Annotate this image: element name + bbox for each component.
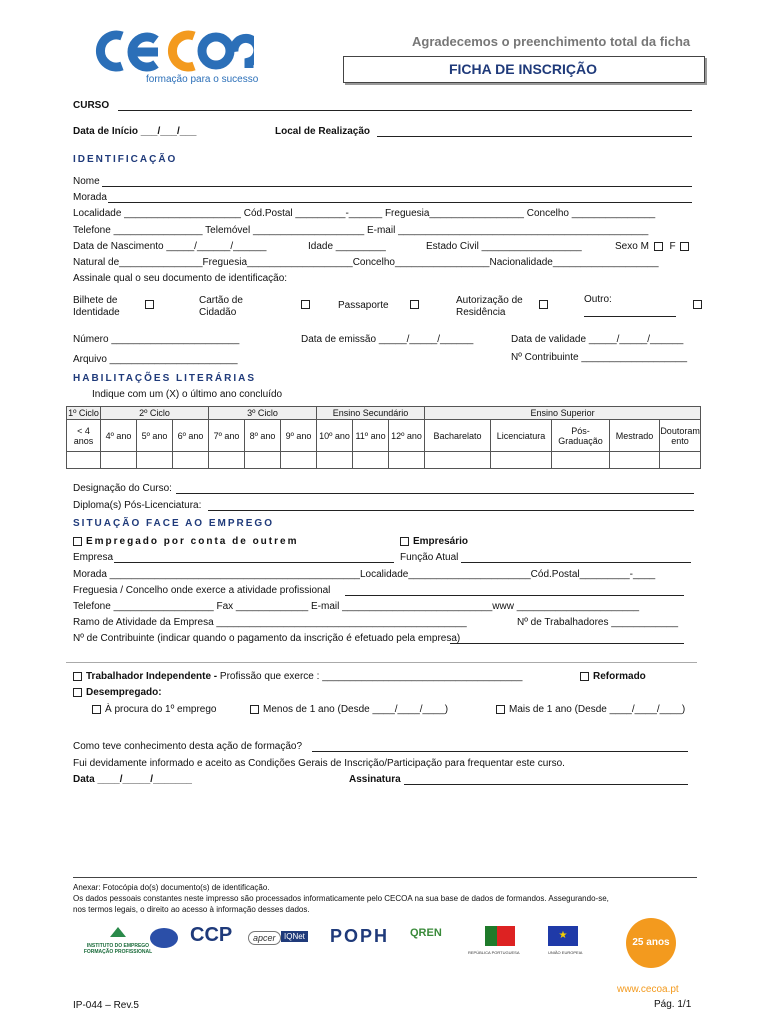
independente-label: Trabalhador Independente - [86, 671, 218, 682]
group-superior: Ensino Superior [425, 407, 701, 420]
doc-bi-checkbox[interactable] [145, 300, 154, 309]
answer-cell[interactable] [353, 452, 389, 469]
nome-field[interactable] [102, 186, 692, 187]
answer-cell[interactable] [67, 452, 101, 469]
portugal-flag-icon [485, 926, 515, 946]
procura-label: À procura do 1º emprego [105, 704, 217, 715]
emprego-box-divider [66, 662, 697, 663]
documento-prompt: Assinale qual o seu documento de identificação: [73, 273, 288, 284]
doc-bi-label: Bilhete de Identidade [73, 295, 120, 318]
doc-cc-label: Cartão de Cidadão [199, 295, 243, 318]
form-title: FICHA DE INSCRIÇÃO [448, 61, 598, 77]
col-doutoramento: Doutoramento [660, 420, 701, 452]
sexo-f-checkbox[interactable] [680, 242, 689, 251]
menos-1-ano-checkbox[interactable] [250, 705, 259, 714]
answer-cell[interactable] [552, 452, 610, 469]
sexo-m-checkbox[interactable] [654, 242, 663, 251]
desempregado-label: Desempregado: [86, 687, 162, 698]
conta-outrem-label: Empregado por conta de outrem [86, 536, 299, 547]
empresario-option[interactable] [400, 536, 468, 547]
col-8-ano: 8º ano [245, 420, 281, 452]
answer-cell[interactable] [610, 452, 660, 469]
25-anos-text: 25 anos [632, 937, 670, 948]
habilitacoes-instruction: Indique com um (X) o último ano concluído [92, 389, 283, 400]
empresa-label: Empresa [73, 552, 114, 563]
iefp-logo [82, 925, 154, 955]
sexo-field [615, 241, 693, 252]
col-bacharelato: Bacharelato [425, 420, 491, 452]
page-number: Pág. 1/1 [654, 999, 692, 1010]
dados-note-1: Os dados pessoais constantes neste impresso são processados informaticamente pelo CECOA na sua base de dados de formandos. Assegurando-se, [73, 894, 609, 903]
conhecimento-label: Como teve conhecimento desta ação de formação? [73, 741, 303, 752]
col-6-ano: 6º ano [173, 420, 209, 452]
nome-label: Nome [73, 176, 100, 187]
col-10-ano: 10º ano [317, 420, 353, 452]
desempregado-option[interactable] [73, 687, 162, 698]
eu-flag-icon: ★ [548, 926, 578, 946]
profissao-field[interactable]: Profissão que exerce : ____________________________________ [219, 671, 523, 682]
assinatura-field[interactable] [404, 784, 688, 785]
apcer-logo: apcer [248, 931, 281, 945]
poph-logo: POPH [330, 926, 390, 946]
doc-passaporte-checkbox[interactable] [410, 300, 419, 309]
funcao-field[interactable] [461, 562, 691, 563]
doc-outro-checkbox[interactable] [693, 300, 702, 309]
answer-cell[interactable] [389, 452, 425, 469]
col-menos-4: < 4 anos [67, 420, 101, 452]
iqnet-logo: IQNet [281, 931, 308, 942]
designacao-label: Designação do Curso: [73, 483, 172, 494]
republica-emblem-icon [150, 928, 178, 948]
doc-cc-checkbox[interactable] [301, 300, 310, 309]
freguesia-field[interactable] [345, 595, 684, 596]
menos-1-ano-option[interactable] [250, 704, 448, 715]
footer-divider [73, 877, 697, 878]
empresario-label: Empresário [413, 536, 469, 547]
col-mestrado: Mestrado [610, 420, 660, 452]
emp-telefone-row[interactable]: Telefone __________________ Fax _____________ E-mail ___________________________www ______________________ [73, 601, 640, 612]
morada-field[interactable] [108, 202, 692, 203]
estado-civil-field[interactable]: Estado Civil __________________ [426, 241, 582, 252]
reformado-label: Reformado [593, 671, 646, 682]
uniao-europeia-text: UNIÃO EUROPEIA [548, 950, 583, 955]
habilitacoes-answer-row [67, 452, 701, 469]
col-11-ano: 11º ano [353, 420, 389, 452]
conta-outrem-option[interactable] [73, 536, 298, 547]
answer-cell[interactable] [209, 452, 245, 469]
habilitacoes-heading: HABILITAÇÕES LITERÁRIAS [73, 373, 257, 384]
empresario-checkbox[interactable] [400, 537, 409, 546]
doc-outro-field[interactable] [584, 316, 676, 317]
col-7-ano: 7º ano [209, 420, 245, 452]
sexo-f-label: F [669, 241, 676, 252]
emissao-field[interactable]: Data de emissão _____/_____/______ [301, 334, 474, 345]
qren-logo: QREN [410, 927, 442, 939]
assinatura-label: Assinatura [349, 774, 401, 785]
natural-row[interactable]: Natural de_______________Freguesia___________________Concelho_________________Nacionalidade___________________ [73, 257, 659, 268]
iefp-text: INSTITUTO DO EMPREGO FORMAÇÃO PROFISSIONAL [83, 943, 153, 955]
answer-cell[interactable] [491, 452, 552, 469]
doc-passaporte-label: Passaporte [338, 300, 389, 311]
mais-1-ano-checkbox[interactable] [496, 705, 505, 714]
nascimento-field[interactable]: Data de Nascimento _____/______/______ [73, 241, 267, 252]
conta-outrem-checkbox[interactable] [73, 537, 82, 546]
answer-cell[interactable] [173, 452, 209, 469]
iefp-icon [108, 925, 128, 941]
numero-field[interactable]: Número _______________________ [73, 334, 240, 345]
anexar-note: Anexar: Fotocópia do(s) documento(s) de identificação. [73, 883, 270, 892]
telefone-row[interactable]: Telefone ________________ Telemóvel ____________________ E-mail _____________________________________________ [73, 225, 649, 236]
nif-label: Nº de Contribuinte (indicar quando o pagamento da inscrição é efetuado pela empresa) [73, 633, 461, 644]
conhecimento-field[interactable] [312, 751, 688, 752]
answer-cell[interactable] [281, 452, 317, 469]
mais-1-ano-option[interactable] [496, 704, 685, 715]
validade-field[interactable]: Data de validade _____/_____/______ [511, 334, 684, 345]
designacao-field[interactable] [176, 493, 694, 494]
republica-portuguesa-text: REPÚBLICA PORTUGUESA [468, 950, 520, 955]
idade-field[interactable]: Idade _________ [308, 241, 386, 252]
morada-label: Morada [73, 192, 107, 203]
reformado-option[interactable] [580, 671, 646, 682]
col-5-ano: 5º ano [137, 420, 173, 452]
answer-cell[interactable] [660, 452, 701, 469]
dados-note-2: nos termos legais, o direito ao acesso à informação desses dados. [73, 905, 310, 914]
trabalhadores-field[interactable]: Nº de Trabalhadores ____________ [517, 617, 679, 628]
menos-1-ano-label: Menos de 1 ano (Desde ____/____/____) [263, 704, 449, 715]
doc-outro-label: Outro: [584, 294, 612, 305]
emprego-heading: SITUAÇÃO FACE AO EMPREGO [73, 518, 274, 529]
group-1-ciclo: 1º Ciclo [68, 408, 99, 418]
doc-residencia-checkbox[interactable] [539, 300, 548, 309]
empresa-field[interactable] [114, 562, 394, 563]
answer-cell[interactable] [245, 452, 281, 469]
col-pos-graduacao: Pós-Graduação [552, 420, 610, 452]
ccp-logo: CCP [190, 924, 233, 946]
reformado-checkbox[interactable] [580, 672, 589, 681]
sexo-label: Sexo M [615, 241, 649, 252]
25-anos-badge [626, 918, 676, 968]
curso-label: CURSO [73, 100, 110, 111]
doc-residencia-label: Autorização de Residência [456, 295, 523, 318]
thanks-note: Agradecemos o preenchimento total da ficha [412, 34, 691, 49]
diploma-label: Diploma(s) Pós-Licenciatura: [73, 500, 202, 511]
group-3-ciclo: 3º Ciclo [209, 407, 317, 420]
procura-option[interactable] [92, 704, 217, 715]
procura-checkbox[interactable] [92, 705, 101, 714]
group-secundario: Ensino Secundário [317, 407, 425, 420]
habilitacoes-table [66, 406, 701, 469]
local-label: Local de Realização [275, 126, 371, 137]
group-2-ciclo: 2º Ciclo [101, 407, 209, 420]
nif-field[interactable] [450, 643, 684, 644]
answer-cell[interactable] [425, 452, 491, 469]
independente-checkbox[interactable] [73, 672, 82, 681]
arquivo-field[interactable]: Arquivo _______________________ [73, 354, 238, 365]
data-field[interactable]: Data ____/_____/_______ [73, 774, 192, 785]
col-licenciatura: Licenciatura [491, 420, 552, 452]
website-link[interactable]: www.cecoa.pt [617, 984, 679, 995]
form-code: IP-044 – Rev.5 [73, 1000, 139, 1011]
localidade-row[interactable]: Localidade _____________________ Cód.Postal _________-______ Freguesia_________________ Concelho _______________ [73, 208, 656, 219]
funcao-label: Função Atual [400, 552, 459, 563]
local-field[interactable] [377, 136, 692, 137]
independente-option[interactable] [73, 671, 522, 682]
emp-morada-row[interactable]: Morada _____________________________________________Localidade______________________Cód.Postal_________-____ [73, 569, 656, 580]
desempregado-checkbox[interactable] [73, 688, 82, 697]
answer-cell[interactable] [317, 452, 353, 469]
identificacao-heading: IDENTIFICAÇÃO [73, 154, 178, 165]
declaracao-text: Fui devidamente informado e aceito as Condições Gerais de Inscrição/Participação para frequentar este curso. [73, 758, 565, 769]
diploma-field[interactable] [208, 510, 694, 511]
answer-cell[interactable] [101, 452, 137, 469]
answer-cell[interactable] [137, 452, 173, 469]
col-9-ano: 9º ano [281, 420, 317, 452]
contribuinte-field[interactable]: Nº Contribuinte ___________________ [511, 352, 688, 363]
col-12-ano: 12º ano [389, 420, 425, 452]
mais-1-ano-label: Mais de 1 ano (Desde ____/____/____) [509, 704, 686, 715]
curso-field[interactable] [118, 110, 692, 111]
ramo-field[interactable]: Ramo de Atividade da Empresa _____________________________________________ [73, 617, 467, 628]
col-4-ano: 4º ano [101, 420, 137, 452]
freguesia-label: Freguesia / Concelho onde exerce a atividade profissional [73, 585, 331, 596]
data-inicio-label[interactable]: Data de Início ___/___/___ [73, 126, 197, 137]
logo-tagline: formação para o sucesso [146, 74, 259, 85]
